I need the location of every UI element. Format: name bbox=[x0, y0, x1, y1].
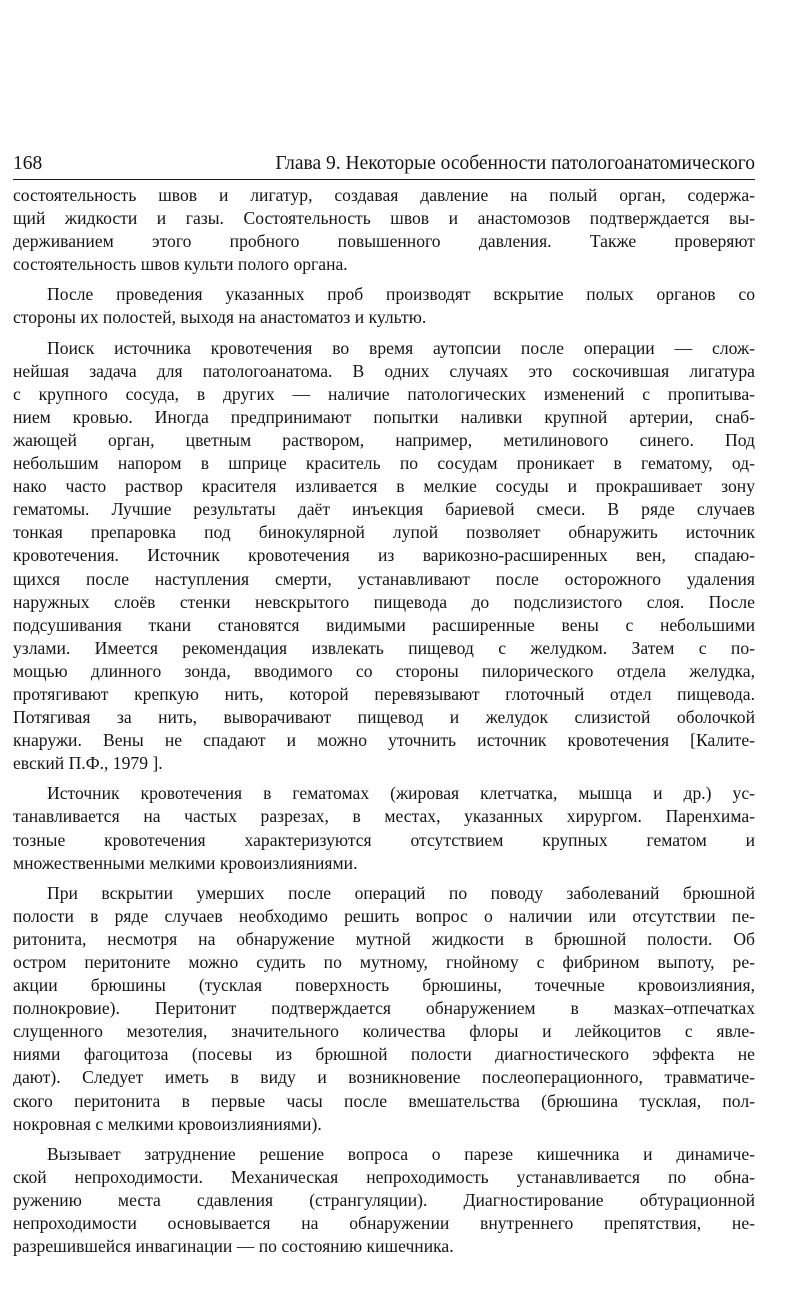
text-line: При вскрытии умерших после операций по поводу заболеваний брюшной bbox=[47, 882, 755, 903]
text-line: с крупного сосуда, в других — наличие патологических изменений с пропитыва- bbox=[13, 383, 755, 404]
text-line: Поиск источника кровотечения во время аутопсии после операции — слож- bbox=[47, 337, 755, 358]
text-line: ской непроходимости. Механическая непроходимость устанавливается по обна- bbox=[13, 1166, 755, 1187]
text-line: нейшая задача для патологоанатома. В одних случаях это соскочившая лигатура bbox=[13, 360, 755, 381]
text-line: небольшим напором в шприце краситель по сосудам проникает в гематому, од- bbox=[13, 453, 755, 474]
text-line: нако часто раствор красителя изливается в мелкие сосуды и прокрашивает зону bbox=[13, 476, 755, 497]
body-text bbox=[13, 184, 755, 1265]
text-line: слущенного мезотелия, значительного количества флоры и лейкоцитов с явле- bbox=[13, 1021, 755, 1042]
text-line: ритонита, несмотря на обнаружение мутной жидкости в брюшной полости. Об bbox=[13, 928, 755, 949]
text-line: евский П.Ф., 1979 ]. bbox=[13, 753, 163, 774]
text-line: мощью длинного зонда, вводимого со стороны пилорического отдела желудка, bbox=[13, 660, 755, 681]
text-line: Источник кровотечения в гематомах (жировая клетчатка, мышца и др.) ус- bbox=[47, 783, 755, 804]
text-line: дают). Следует иметь в виду и возникновение послеоперационного, травматиче- bbox=[13, 1067, 755, 1088]
page-number: 168 bbox=[13, 153, 43, 174]
text-line: тонкая препаровка под бинокулярной лупой позволяет обнаружить источник bbox=[13, 522, 755, 543]
text-line: акции брюшины (тусклая поверхность брюшины, точечные кровоизлияния, bbox=[13, 975, 755, 996]
text-line: множественными мелкими кровоизлияниями. bbox=[13, 852, 358, 873]
paragraph bbox=[13, 782, 755, 874]
text-line: непроходимости основывается на обнаружении внутреннего препятствия, не- bbox=[13, 1213, 755, 1234]
text-line: полнокровие). Перитонит подтверждается обнаружением в мазках–отпечатках bbox=[13, 998, 755, 1019]
text-line: держиванием этого пробного повышенного давления. Также проверяют bbox=[13, 231, 755, 252]
paragraph bbox=[13, 184, 755, 276]
text-line: После проведения указанных проб производят вскрытие полых органов со bbox=[47, 284, 755, 305]
text-line: кровотечения. Источник кровотечения из варикозно-расширенных вен, спадаю- bbox=[13, 545, 755, 566]
text-line: состоятельность швов культи полого органа. bbox=[13, 254, 348, 275]
text-line: остром перитоните можно судить по мутному, гнойному с фибрином выпоту, ре- bbox=[13, 952, 755, 972]
paragraph bbox=[13, 882, 755, 1136]
text-line: нокровная с мелкими кровоизлияниями). bbox=[13, 1113, 322, 1134]
page-header bbox=[13, 152, 755, 180]
text-line: гематомы. Лучшие результаты даёт инъекция бариевой смеси. В ряде случаев bbox=[13, 499, 755, 520]
text-line: Вызывает затруднение решение вопроса о парезе кишечника и динамиче- bbox=[47, 1143, 755, 1164]
text-line: наружных слоёв стенки невскрытого пищевода до подслизистого слоя. После bbox=[13, 591, 755, 612]
text-line: щихся после наступления смерти, устанавливают после осторожного удаления bbox=[13, 568, 755, 589]
paragraph bbox=[13, 1143, 755, 1258]
text-line: жающей орган, цветным раствором, например, метилинового синего. Под bbox=[13, 429, 755, 450]
text-line: тозные кровотечения характеризуются отсутствием крупных гематом и bbox=[13, 829, 755, 850]
text-line: стороны их полостей, выходя на анастоматоз и культю. bbox=[13, 307, 427, 328]
text-line: разрешившейся инвагинации — по состоянию кишечника. bbox=[13, 1236, 454, 1257]
text-line: кнаружи. Вены не спадают и можно уточнить источник кровотечения [Калите- bbox=[13, 730, 755, 751]
text-line: полости в ряде случаев необходимо решить вопрос о наличии или отсутствии пе- bbox=[13, 905, 755, 926]
text-line: ского перитонита в первые часы после вмешательства (брюшина тусклая, пол- bbox=[13, 1090, 755, 1111]
running-title: Глава 9. Некоторые особенности патологоанатомического bbox=[275, 153, 755, 174]
text-line: танавливается на частых разрезах, в местах, указанных хирургом. Паренхима- bbox=[13, 806, 755, 827]
paragraph bbox=[13, 283, 755, 329]
text-line: ружению места сдавления (странгуляции). Диагностирование обтурационной bbox=[13, 1189, 755, 1210]
text-line: ниями фагоцитоза (посевы из брюшной полости диагностического эффекта не bbox=[13, 1044, 755, 1065]
text-line: подсушивания ткани становятся видимыми расширенные вены с небольшими bbox=[13, 614, 755, 635]
text-line: узлами. Имеется рекомендация извлекать пищевод с желудком. Затем с по- bbox=[13, 637, 755, 658]
text-line: щий жидкости и газы. Состоятельность швов и анастомозов подтверждается вы- bbox=[13, 208, 755, 229]
paragraph bbox=[13, 337, 755, 776]
text-line: Потягивая за нить, выворачивают пищевод и желудок слизистой оболочкой bbox=[13, 707, 755, 728]
text-line: протягивают крепкую нить, которой перевязывают глоточный отдел пищевода. bbox=[13, 683, 755, 704]
text-line: состоятельность швов и лигатур, создавая давление на полый орган, содержа- bbox=[13, 185, 755, 205]
text-line: нием кровью. Иногда предпринимают попытки наливки крупной артерии, снаб- bbox=[13, 406, 755, 427]
